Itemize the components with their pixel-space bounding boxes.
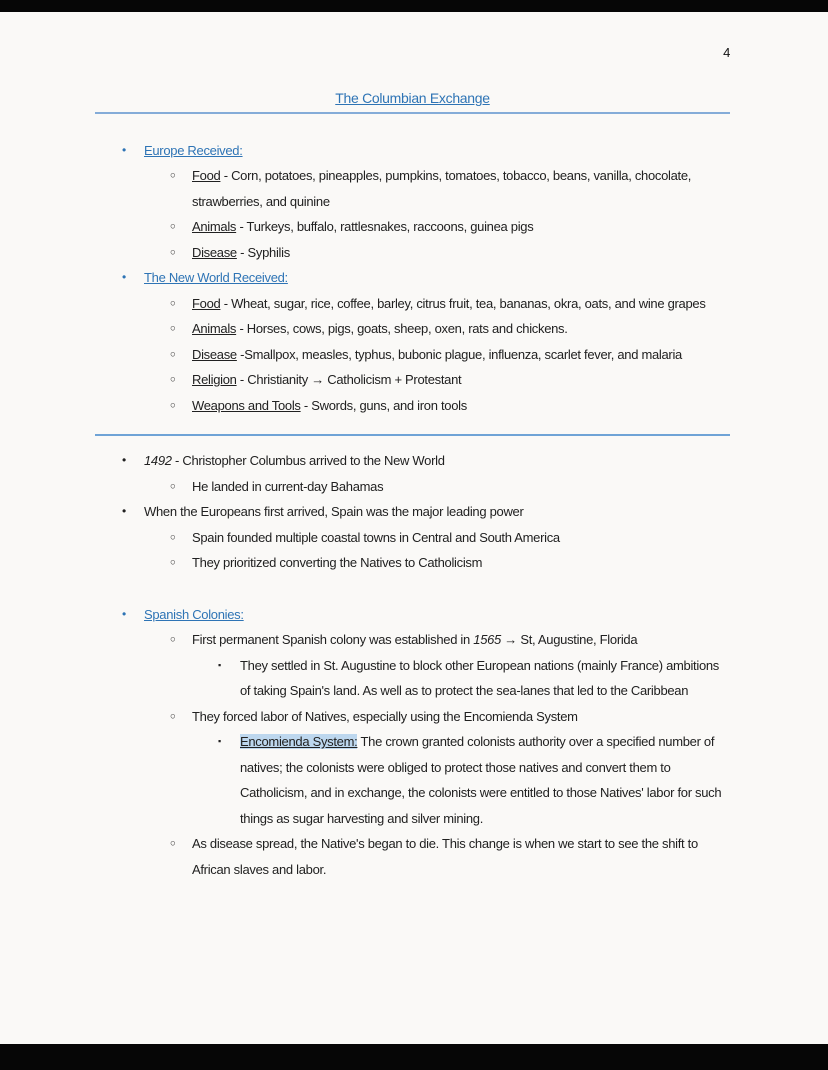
item-text: [192, 316, 728, 342]
circle-bullet-icon: ○: [170, 246, 176, 258]
list-item-europeans-sub2: [0, 550, 828, 576]
item-desc: → St, Augustine, Florida: [501, 632, 638, 647]
list-item-europe-disease: [0, 240, 828, 266]
title-row: [95, 90, 730, 107]
list-item-newworld-weapons: [0, 393, 828, 419]
circle-bullet-icon: ○: [170, 323, 176, 334]
circle-bullet-icon: ○: [170, 348, 176, 360]
item-text: As disease spread, the Native's began to die. This change is when we start to see the shift to African slaves and labor.: [192, 836, 698, 877]
circle-bullet-icon: ○: [170, 374, 176, 385]
item-desc: - Swords, guns, and iron tools: [300, 397, 467, 413]
list-item-first-colony: [0, 627, 828, 653]
item-desc: - Horses, cows, pigs, goats, sheep, oxen, rats and chickens.: [236, 321, 568, 336]
list-item-europeans: [0, 499, 828, 525]
page-number: 4: [723, 45, 730, 60]
list-item-newworld-food: [0, 291, 828, 317]
circle-bullet-icon: ○: [170, 480, 176, 492]
item-text: [192, 627, 728, 653]
list-item-newworld-animals: [0, 316, 828, 342]
item-term: Animals: [192, 219, 237, 234]
list-item-europe-animals: [0, 214, 828, 240]
item-term: Food: [192, 168, 221, 183]
spacer: [0, 576, 828, 602]
item-desc: First permanent Spanish colony was established in: [192, 632, 474, 647]
item-text: [192, 393, 728, 419]
item-text: [144, 448, 728, 474]
section-heading: Spanish Colonies:: [144, 606, 244, 622]
item-desc: -Smallpox, measles, typhus, bubonic plague, influenza, scarlet fever, and malaria: [236, 346, 682, 362]
list-item-newworld-disease: [0, 342, 828, 368]
item-desc: The crown granted colonists authority over a specified number of natives; the colonists were obliged to protect those natives and convert them to Catholicism, and in exchange, the colonists were entitled to those Natives' labor for such things as sugar harvesting and silver mining.: [240, 734, 722, 826]
list-item-spanish-heading: [0, 602, 828, 628]
list-item-forced-labor: [0, 704, 828, 730]
year-label: 1492: [144, 453, 172, 468]
list-item-encomienda: [0, 729, 828, 831]
item-desc: - Corn, potatoes, pineapples, pumpkins, tomatoes, tobacco, beans, vanilla, chocolate, strawberries, and quinine: [192, 168, 692, 209]
circle-bullet-icon: ○: [170, 838, 176, 849]
list-item-europeans-sub1: [0, 525, 828, 551]
section-heading: Europe Received:: [144, 142, 243, 158]
year-label: 1565: [473, 632, 501, 647]
item-text: [192, 291, 728, 317]
list-item-columbus: [0, 448, 828, 474]
item-text: [192, 214, 728, 240]
circle-bullet-icon: ○: [170, 531, 176, 543]
circle-bullet-icon: ○: [170, 710, 176, 722]
item-text: When the Europeans first arrived, Spain was the major leading power: [144, 504, 524, 519]
list-item-newworld-heading: [0, 265, 828, 291]
item-term: Animals: [192, 321, 237, 336]
circle-bullet-icon: ○: [170, 399, 176, 411]
disc-bullet-icon: •: [122, 142, 126, 157]
document-page: [0, 12, 828, 1044]
disc-bullet-icon: •: [122, 453, 126, 467]
highlighted-term: Encomienda System:: [240, 734, 358, 749]
item-term: Food: [192, 295, 221, 311]
disc-bullet-icon: •: [122, 270, 126, 284]
list-item-disease-spread: [0, 831, 828, 882]
list-item-europe-food: [0, 163, 828, 214]
item-term: Disease: [192, 244, 237, 260]
disc-bullet-icon: •: [122, 504, 126, 518]
square-bullet-icon: ▪: [218, 659, 221, 670]
circle-bullet-icon: ○: [170, 557, 176, 568]
item-text: He landed in current-day Bahamas: [192, 478, 384, 494]
item-desc: - Turkeys, buffalo, rattlesnakes, raccoons, guinea pigs: [236, 219, 534, 234]
list-item-columbus-sub: [0, 474, 828, 500]
item-text: They settled in St. Augustine to block other European nations (mainly France) ambitions of taking Spain's land. As well as to protect the sea-lanes that led to the Caribbean: [240, 657, 720, 698]
item-term: Weapons and Tools: [192, 397, 301, 413]
list-item-newworld-religion: [0, 367, 828, 393]
item-text: They forced labor of Natives, especially using the Encomienda System: [192, 708, 578, 724]
item-desc: - Christianity → Catholicism + Protestant: [236, 372, 462, 387]
section-divider-rule: [95, 434, 730, 436]
square-bullet-icon: ▪: [218, 736, 221, 746]
item-text: [192, 163, 728, 214]
item-desc: - Syphilis: [236, 244, 290, 260]
circle-bullet-icon: ○: [170, 297, 176, 309]
item-term: Disease: [192, 346, 237, 362]
item-desc: - Wheat, sugar, rice, coffee, barley, citrus fruit, tea, bananas, okra, oats, and wine grapes: [220, 295, 706, 311]
section-heading: The New World Received:: [144, 270, 288, 285]
disc-bullet-icon: •: [122, 606, 126, 621]
item-desc: - Christopher Columbus arrived to the New World: [171, 453, 445, 468]
item-text: [192, 342, 728, 368]
circle-bullet-icon: ○: [170, 221, 176, 232]
circle-bullet-icon: ○: [170, 634, 176, 645]
item-text: [240, 729, 728, 831]
item-text: They prioritized converting the Natives to Catholicism: [192, 555, 483, 570]
item-text: [192, 240, 728, 266]
page-title: The Columbian Exchange: [335, 90, 490, 106]
title-divider-rule: [95, 112, 730, 114]
list-item-europe-heading: [0, 138, 828, 164]
item-text: [192, 367, 728, 393]
item-text: Spain founded multiple coastal towns in Central and South America: [192, 529, 560, 545]
circle-bullet-icon: ○: [170, 170, 176, 181]
list-item-colony-detail: [0, 653, 828, 704]
item-term: Religion: [192, 372, 237, 387]
